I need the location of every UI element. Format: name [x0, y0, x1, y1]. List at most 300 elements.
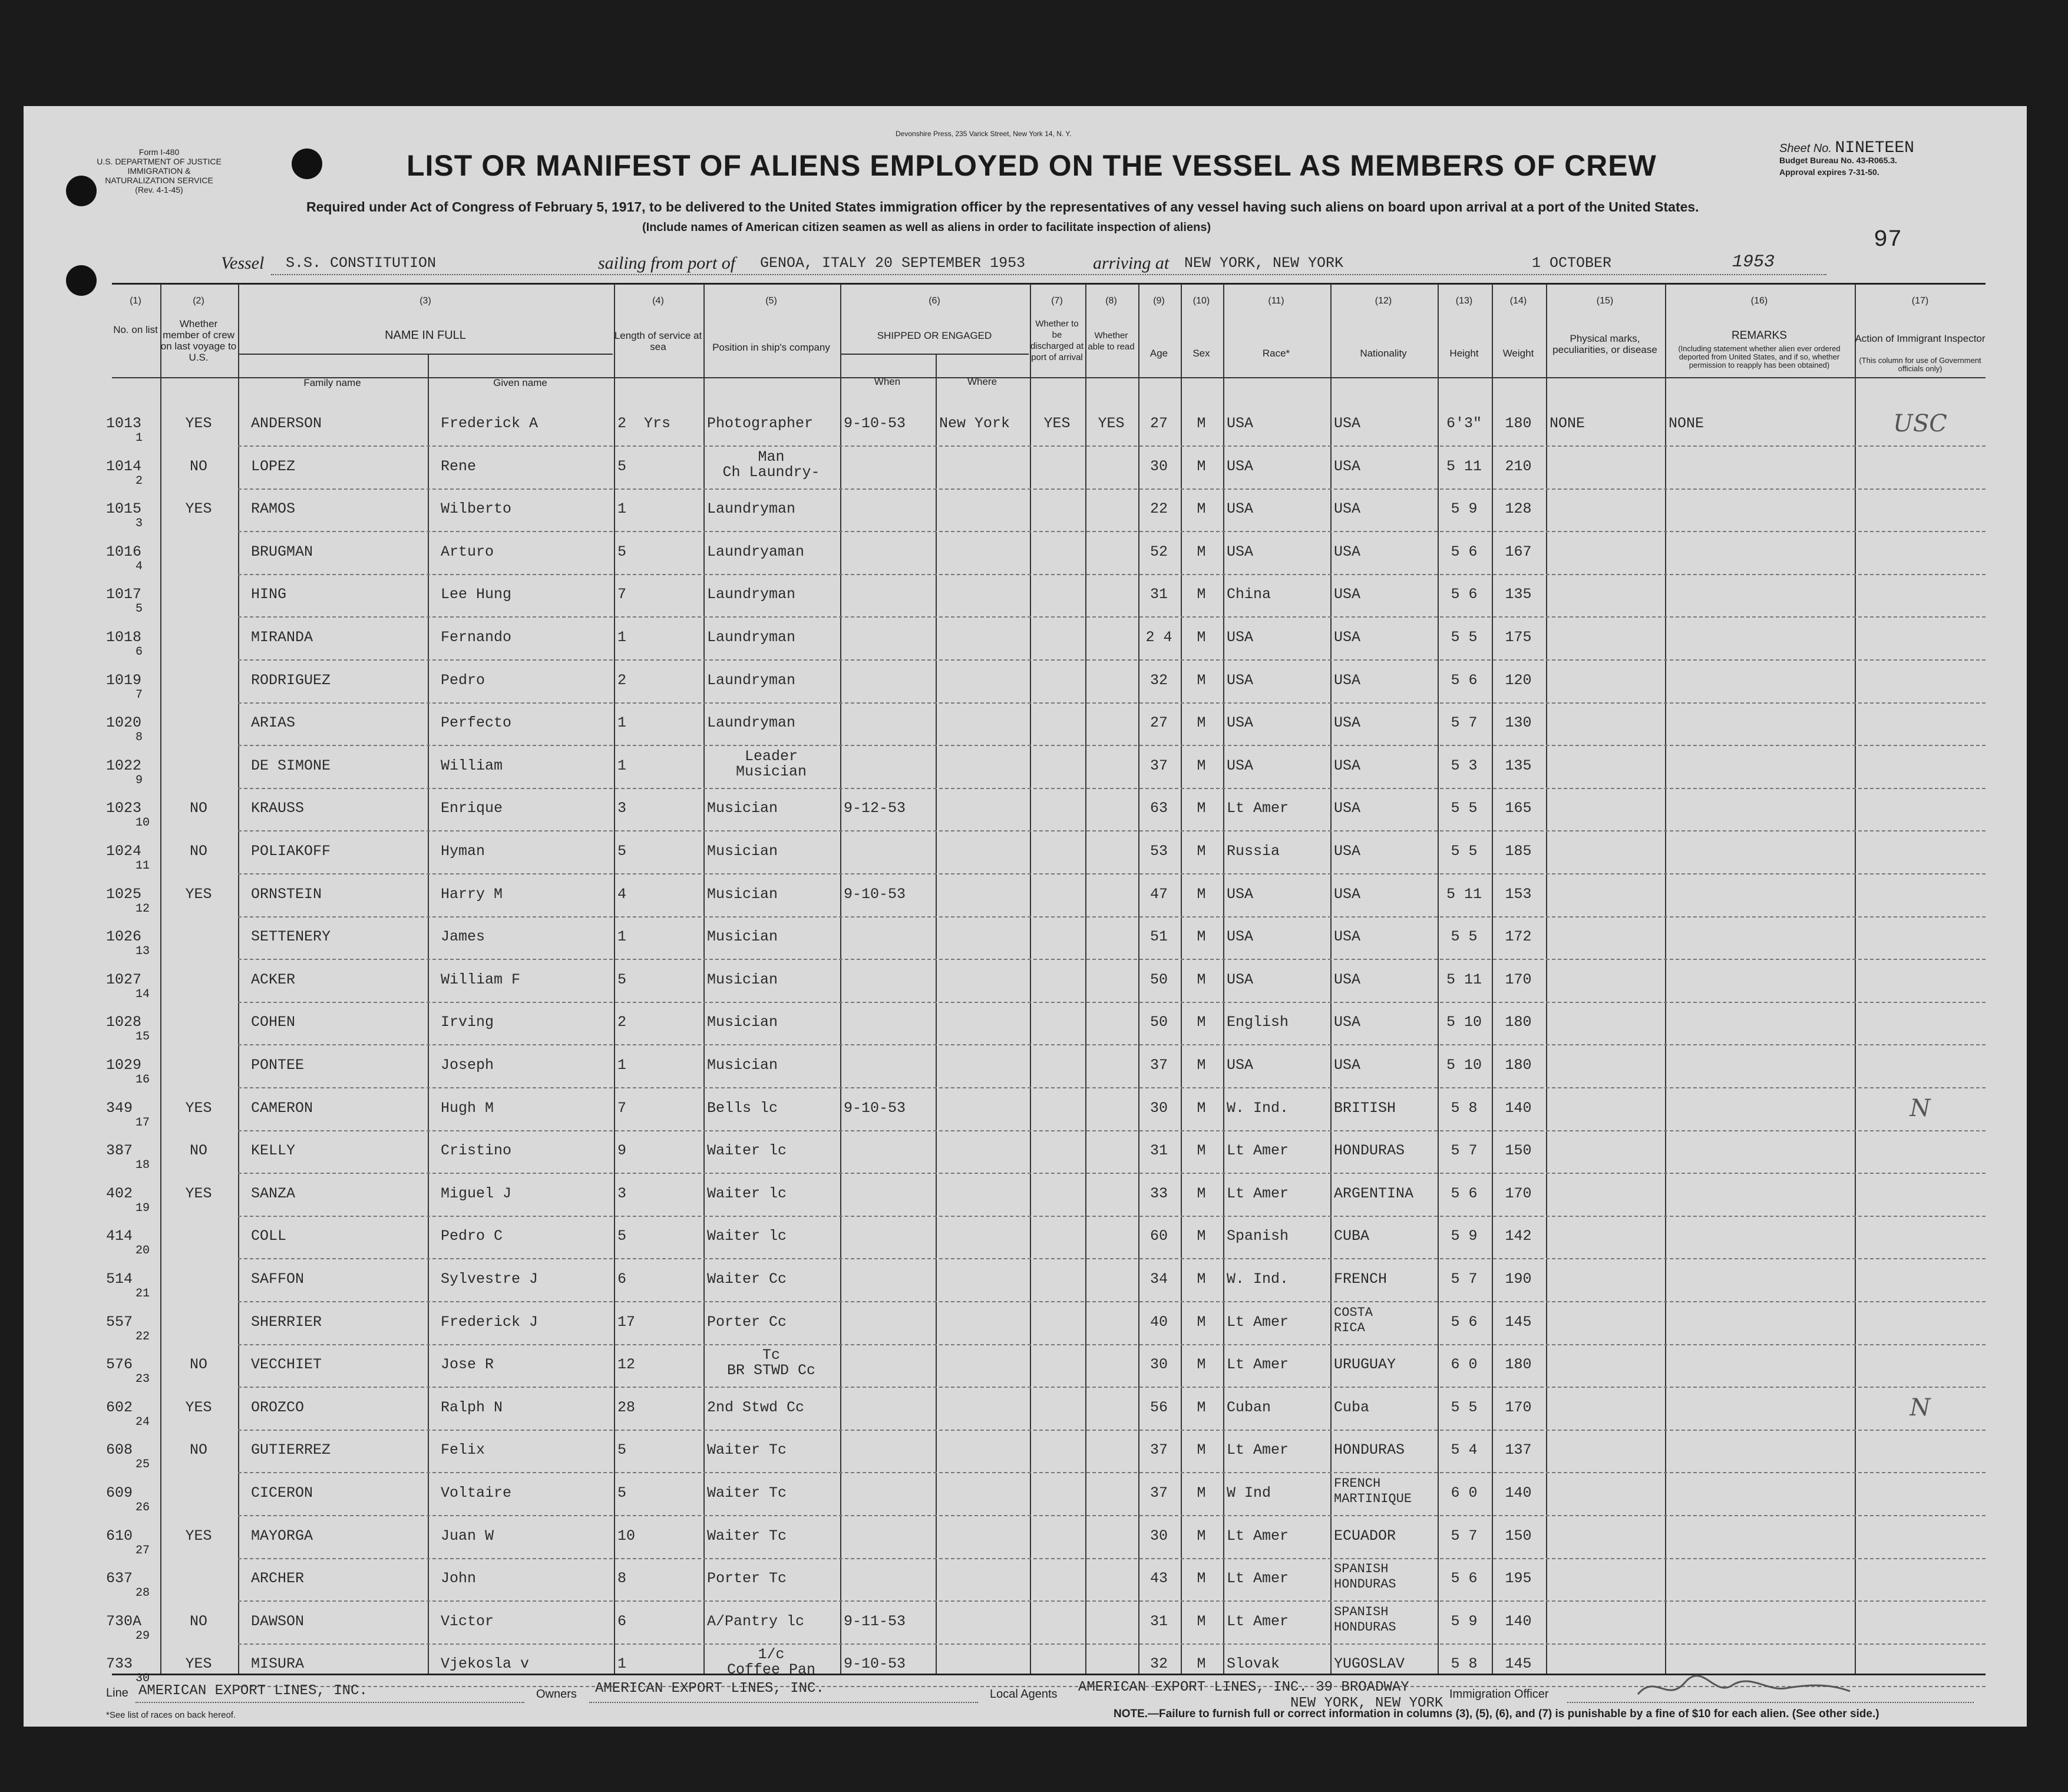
footer-races-note: *See list of races on back hereof. — [106, 1710, 236, 1720]
cell-given: Lee Hung — [441, 586, 512, 603]
cell-sex: M — [1197, 1184, 1206, 1202]
cell-age: 27 — [1149, 415, 1168, 432]
row-rule — [238, 574, 1986, 575]
cell-given: Irving — [441, 1014, 494, 1031]
cell-position: Porter Tc — [707, 1570, 787, 1588]
cell-given: Perfecto — [441, 714, 512, 732]
form-id: Form I-480 U.S. DEPARTMENT OF JUSTICE IMMIGRATION & NATURALIZATION SERVICE (Rev. 4-1-45) — [97, 147, 222, 194]
cell-height: 5 11 — [1446, 885, 1482, 903]
cell-age: 63 — [1149, 800, 1168, 817]
cell-family: MIRANDA — [251, 629, 313, 646]
row-rule — [238, 1173, 1986, 1174]
cell-family: CAMERON — [251, 1099, 313, 1117]
cell-position: Laundryaman — [707, 543, 805, 560]
cell-race: English — [1227, 1014, 1289, 1031]
cell-height: 5 5 — [1451, 629, 1478, 646]
column-number: (1) — [130, 296, 141, 306]
cell-height: 5 3 — [1451, 757, 1478, 774]
col-head-previous-voyage: Whether member of crew on last voyage to U.S. — [160, 318, 237, 363]
cell-given: John — [441, 1570, 477, 1588]
cell-sex: M — [1197, 843, 1206, 860]
cell-age: 53 — [1149, 843, 1168, 860]
row-number: 9 — [136, 773, 143, 787]
cell-list: 414 — [106, 1227, 133, 1245]
col-head-remarks: REMARKS — [1732, 329, 1787, 342]
table-row — [24, 1134, 2027, 1177]
cell-age: 32 — [1149, 671, 1168, 689]
cell-race: Lt Amer — [1227, 1612, 1289, 1630]
cell-weight: 140 — [1505, 1484, 1532, 1501]
cell-nat: FRENCH MARTINIQUE — [1334, 1476, 1412, 1506]
footer-line-label: Line — [106, 1687, 128, 1699]
row-number: 19 — [136, 1201, 150, 1215]
cell-weight: 180 — [1505, 1057, 1532, 1074]
cell-height: 5 10 — [1446, 1014, 1482, 1031]
cell-race: USA — [1227, 415, 1254, 432]
cell-age: 37 — [1149, 1057, 1168, 1074]
arrival-year: 1953 — [1732, 252, 1775, 272]
cell-weight: 145 — [1505, 1313, 1532, 1331]
cell-position: Man Ch Laundry- — [722, 448, 820, 481]
table-row — [24, 1391, 2027, 1434]
manifest-sheet — [24, 106, 2027, 1727]
cell-service: 2 Yrs — [617, 415, 671, 432]
table-row — [24, 1562, 2027, 1605]
cell-weight: 170 — [1505, 1184, 1532, 1202]
cell-height: 6'3" — [1446, 415, 1482, 432]
cell-disch: YES — [1043, 415, 1071, 432]
row-number: 14 — [136, 987, 150, 1001]
sheet-value: NINETEEN — [1835, 139, 1914, 157]
cell-height: 5 9 — [1451, 1612, 1478, 1630]
row-rule — [238, 1044, 1986, 1045]
cell-position: Laundryman — [707, 586, 796, 603]
row-number: 1 — [136, 431, 143, 445]
cell-list: 1028 — [106, 1014, 142, 1031]
cell-age: 40 — [1149, 1313, 1168, 1331]
table-row — [24, 920, 2027, 963]
footer-line-fill — [136, 1702, 524, 1703]
vessel-fill-line — [271, 274, 1826, 275]
cell-family: BRUGMAN — [251, 543, 313, 560]
cell-service: 5 — [617, 843, 627, 860]
cell-service: 5 — [617, 1484, 627, 1501]
row-rule — [238, 873, 1986, 874]
col-head-when: When — [874, 376, 901, 387]
cell-weight: 120 — [1505, 671, 1532, 689]
page-number: 97 — [1874, 227, 1902, 253]
cell-weight: 180 — [1505, 415, 1532, 432]
col-head-action-note: (This column for use of Government officials only) — [1859, 356, 1981, 373]
cell-prev: NO — [189, 843, 207, 860]
cell-sex: M — [1197, 885, 1206, 903]
cell-nat: USA — [1334, 586, 1361, 603]
cell-race: China — [1227, 586, 1271, 603]
cell-sex: M — [1197, 671, 1206, 689]
cell-given: Ralph N — [441, 1398, 503, 1416]
cell-height: 5 6 — [1451, 1570, 1478, 1588]
cell-service: 9 — [617, 1142, 627, 1160]
cell-race: Lt Amer — [1227, 1570, 1289, 1588]
cell-given: Enrique — [441, 800, 503, 817]
column-number: (5) — [765, 296, 777, 306]
cell-family: DE SIMONE — [251, 757, 331, 774]
cell-family: LOPEZ — [251, 457, 296, 475]
shipped-subrule — [840, 354, 1029, 355]
column-number: (8) — [1105, 296, 1117, 306]
col-head-sex: Sex — [1192, 348, 1210, 359]
row-number: 8 — [136, 731, 143, 745]
cell-height: 5 10 — [1446, 1057, 1482, 1074]
column-number: (13) — [1455, 296, 1473, 306]
cell-list: 1014 — [106, 457, 142, 475]
cell-age: 50 — [1149, 1014, 1168, 1031]
row-rule — [238, 830, 1986, 831]
cell-position: Musician — [707, 1057, 778, 1074]
row-rule — [238, 1301, 1986, 1302]
cell-position: 2nd Stwd Cc — [707, 1398, 805, 1416]
cell-list: 557 — [106, 1313, 133, 1331]
cell-nat: HONDURAS — [1334, 1441, 1405, 1459]
cell-height: 5 4 — [1451, 1441, 1478, 1459]
cell-list: 576 — [106, 1356, 133, 1374]
cell-list: 1017 — [106, 586, 142, 603]
cell-height: 5 5 — [1451, 928, 1478, 946]
printer-line: Devonshire Press, 235 Varick Street, New York 14, N. Y. — [896, 130, 1072, 138]
cell-sex: M — [1197, 1655, 1206, 1673]
cell-race: W Ind — [1227, 1484, 1271, 1501]
cell-list: 1025 — [106, 885, 142, 903]
row-rule — [238, 659, 1986, 661]
table-row — [24, 407, 2027, 450]
cell-given: Hugh M — [441, 1099, 494, 1117]
row-number: 28 — [136, 1586, 150, 1600]
cell-prev: YES — [185, 1655, 212, 1673]
cell-action: N — [1910, 1394, 1931, 1421]
cell-family: SANZA — [251, 1184, 296, 1202]
cell-nat: USA — [1334, 415, 1361, 432]
cell-race: USA — [1227, 885, 1254, 903]
cell-service: 4 — [617, 885, 627, 903]
cell-age: 52 — [1149, 543, 1168, 560]
cell-height: 5 8 — [1451, 1655, 1478, 1673]
row-number: 20 — [136, 1244, 150, 1258]
cell-race: Lt Amer — [1227, 1313, 1289, 1331]
table-row — [24, 1048, 2027, 1091]
cell-race: Lt Amer — [1227, 1441, 1289, 1459]
table-row — [24, 1519, 2027, 1562]
cell-family: SAFFON — [251, 1270, 305, 1288]
column-number: (4) — [652, 296, 664, 306]
cell-prev: YES — [185, 415, 212, 432]
cell-family: KRAUSS — [251, 800, 305, 817]
arrival-date: 1 OCTOBER — [1532, 255, 1612, 272]
cell-marks: NONE — [1550, 415, 1585, 432]
cell-sex: M — [1197, 1612, 1206, 1630]
cell-service: 7 — [617, 1099, 627, 1117]
cell-position: Musician — [707, 843, 778, 860]
cell-given: Voltaire — [441, 1484, 512, 1501]
cell-list: 609 — [106, 1484, 133, 1501]
cell-given: Joseph — [441, 1057, 494, 1074]
column-number: (16) — [1750, 296, 1768, 306]
cell-action: N — [1910, 1094, 1931, 1122]
cell-position: Musician — [707, 1014, 778, 1031]
cell-when: 9-10-53 — [844, 885, 906, 903]
cell-weight: 140 — [1505, 1612, 1532, 1630]
cell-prev: NO — [189, 1142, 207, 1160]
cell-nat: COSTA RICA — [1334, 1305, 1373, 1335]
cell-position: Laundryman — [707, 629, 796, 646]
cell-nat: ARGENTINA — [1334, 1184, 1414, 1202]
table-row — [24, 1262, 2027, 1305]
name-subrule — [238, 354, 613, 355]
table-row — [24, 1305, 2027, 1348]
cell-nat: USA — [1334, 671, 1361, 689]
row-number: 13 — [136, 945, 150, 959]
table-row — [24, 664, 2027, 707]
row-number: 12 — [136, 902, 150, 916]
table-row — [24, 1433, 2027, 1476]
cell-position: Musician — [707, 800, 778, 817]
cell-age: 43 — [1149, 1570, 1168, 1588]
cell-service: 1 — [617, 714, 627, 732]
cell-sex: M — [1197, 500, 1206, 518]
cell-list: 1015 — [106, 500, 142, 518]
cell-height: 5 11 — [1446, 971, 1482, 988]
col-head-height: Height — [1449, 348, 1479, 359]
cell-family: ORNSTEIN — [251, 885, 322, 903]
cell-weight: 170 — [1505, 971, 1532, 988]
cell-position: Waiter lc — [707, 1184, 787, 1202]
cell-age: 30 — [1149, 457, 1168, 475]
cell-service: 2 — [617, 1014, 627, 1031]
cell-nat: USA — [1334, 1057, 1361, 1074]
cell-age: 30 — [1149, 1527, 1168, 1545]
cell-service: 6 — [617, 1612, 627, 1630]
cell-nat: USA — [1334, 457, 1361, 475]
cell-given: Victor — [441, 1612, 494, 1630]
cell-position: Leader Musician — [735, 747, 807, 780]
cell-age: 31 — [1149, 586, 1168, 603]
footer-line-value: AMERICAN EXPORT LINES, INC. — [138, 1683, 368, 1699]
cell-race: USA — [1227, 629, 1254, 646]
footer-owners-fill — [589, 1702, 978, 1703]
table-row — [24, 621, 2027, 664]
row-number: 21 — [136, 1287, 150, 1301]
row-rule — [238, 1258, 1986, 1259]
cell-family: ARCHER — [251, 1570, 305, 1588]
cell-age: 33 — [1149, 1184, 1168, 1202]
cell-list: 1018 — [106, 629, 142, 646]
cell-service: 7 — [617, 586, 627, 603]
cell-given: Frederick A — [441, 415, 539, 432]
cell-height: 5 9 — [1451, 1227, 1478, 1245]
table-row — [24, 492, 2027, 535]
cell-position: Musician — [707, 928, 778, 946]
table-row — [24, 1177, 2027, 1220]
row-number: 5 — [136, 602, 143, 616]
cell-height: 5 7 — [1451, 714, 1478, 732]
cell-nat: USA — [1334, 500, 1361, 518]
cell-nat: FRENCH — [1334, 1270, 1388, 1288]
cell-given: Hyman — [441, 843, 485, 860]
cell-list: 1023 — [106, 800, 142, 817]
row-rule — [238, 1130, 1986, 1131]
row-number: 6 — [136, 645, 143, 659]
cell-age: 56 — [1149, 1398, 1168, 1416]
cell-given: Harry M — [441, 885, 503, 903]
cell-given: Rene — [441, 457, 477, 475]
cell-given: Miguel J — [441, 1184, 512, 1202]
cell-sex: M — [1197, 543, 1206, 560]
row-number: 16 — [136, 1073, 150, 1087]
row-number: 7 — [136, 688, 143, 702]
row-rule — [238, 788, 1986, 789]
cell-nat: CUBA — [1334, 1227, 1370, 1245]
col-head-weight: Weight — [1502, 348, 1534, 359]
row-number: 22 — [136, 1329, 150, 1344]
cell-position: Bells lc — [707, 1099, 778, 1117]
cell-weight: 150 — [1505, 1527, 1532, 1545]
cell-height: 5 6 — [1451, 1313, 1478, 1331]
cell-service: 5 — [617, 971, 627, 988]
cell-weight: 128 — [1505, 500, 1532, 518]
cell-weight: 180 — [1505, 1356, 1532, 1374]
table-row — [24, 1476, 2027, 1519]
cell-height: 5 5 — [1451, 800, 1478, 817]
cell-race: W. Ind. — [1227, 1270, 1289, 1288]
cell-service: 17 — [617, 1313, 636, 1331]
cell-sex: M — [1197, 971, 1206, 988]
row-rule — [238, 616, 1986, 618]
cell-nat: USA — [1334, 543, 1361, 560]
cell-given: Juan W — [441, 1527, 494, 1545]
cell-height: 5 6 — [1451, 586, 1478, 603]
cell-nat: USA — [1334, 843, 1361, 860]
cell-weight: 130 — [1505, 714, 1532, 732]
row-number: 10 — [136, 816, 150, 830]
col-head-where: Where — [967, 376, 997, 387]
cell-list: 1022 — [106, 757, 142, 774]
table-row — [24, 749, 2027, 792]
cell-nat: USA — [1334, 800, 1361, 817]
sailing-port: GENOA, ITALY 20 SEPTEMBER 1953 — [760, 255, 1026, 272]
column-number: (10) — [1192, 296, 1210, 306]
cell-sex: M — [1197, 1057, 1206, 1074]
cell-service: 10 — [617, 1527, 636, 1545]
cell-nat: USA — [1334, 714, 1361, 732]
cell-given: Vjekosla v — [441, 1655, 530, 1673]
cell-list: 733 — [106, 1655, 133, 1673]
cell-service: 1 — [617, 1057, 627, 1074]
cell-given: Felix — [441, 1441, 485, 1459]
row-number: 15 — [136, 1030, 150, 1044]
cell-service: 3 — [617, 800, 627, 817]
row-rule — [238, 916, 1986, 918]
cell-given: Pedro — [441, 671, 485, 689]
cell-age: 37 — [1149, 1484, 1168, 1501]
cell-remarks: NONE — [1669, 415, 1704, 432]
row-rule — [238, 1600, 1986, 1602]
table-row — [24, 1348, 2027, 1391]
cell-given: Pedro C — [441, 1227, 503, 1245]
cell-position: Waiter lc — [707, 1227, 787, 1245]
sheet-label: Sheet No. — [1779, 142, 1832, 155]
document-subnote: (Include names of American citizen seamen as well as aliens in order to facilitate inspection of aliens) — [642, 221, 1211, 234]
row-number: 30 — [136, 1672, 150, 1686]
cell-sex: M — [1197, 457, 1206, 475]
cell-service: 5 — [617, 1227, 627, 1245]
cell-prev: NO — [189, 1356, 207, 1374]
cell-race: Lt Amer — [1227, 800, 1289, 817]
column-number: (2) — [193, 296, 204, 306]
table-row — [24, 963, 2027, 1006]
vessel-name: S.S. CONSTITUTION — [286, 255, 437, 272]
col-head-nationality: Nationality — [1360, 348, 1407, 359]
column-number: (14) — [1509, 296, 1527, 306]
cell-prev: NO — [189, 1441, 207, 1459]
cell-weight: 140 — [1505, 1099, 1532, 1117]
cell-height: 5 8 — [1451, 1099, 1478, 1117]
cell-prev: YES — [185, 1184, 212, 1202]
cell-family: ARIAS — [251, 714, 296, 732]
cell-service: 3 — [617, 1184, 627, 1202]
cell-nat: HONDURAS — [1334, 1142, 1405, 1160]
cell-read: YES — [1098, 415, 1125, 432]
row-rule — [238, 1472, 1986, 1473]
row-rule — [238, 959, 1986, 960]
cell-sex: M — [1197, 1270, 1206, 1288]
cell-list: 1016 — [106, 543, 142, 560]
cell-sex: M — [1197, 629, 1206, 646]
cell-nat: USA — [1334, 885, 1361, 903]
cell-family: ANDERSON — [251, 415, 322, 432]
cell-list: 1029 — [106, 1057, 142, 1074]
cell-weight: 210 — [1505, 457, 1532, 475]
row-number: 27 — [136, 1543, 150, 1557]
cell-when: 9-12-53 — [844, 800, 906, 817]
cell-age: 34 — [1149, 1270, 1168, 1288]
vessel-label: Vessel — [221, 253, 265, 273]
cell-nat: YUGOSLAV — [1334, 1655, 1405, 1673]
cell-position: Waiter Tc — [707, 1484, 787, 1501]
cell-position: 1/c Coffee Pan — [726, 1646, 816, 1679]
punch-hole — [66, 265, 97, 296]
cell-list: 1020 — [106, 714, 142, 732]
row-rule — [238, 745, 1986, 746]
cell-list: 402 — [106, 1184, 133, 1202]
cell-race: USA — [1227, 971, 1254, 988]
cell-weight: 135 — [1505, 586, 1532, 603]
cell-weight: 145 — [1505, 1655, 1532, 1673]
cell-family: MAYORGA — [251, 1527, 313, 1545]
table-row — [24, 1605, 2027, 1648]
table-row — [24, 1091, 2027, 1134]
cell-family: DAWSON — [251, 1612, 305, 1630]
col-head-marks: Physical marks, peculiarities, or disease — [1552, 333, 1657, 355]
cell-sex: M — [1197, 1099, 1206, 1117]
column-number: (6) — [929, 296, 940, 306]
cell-race: Spanish — [1227, 1227, 1289, 1245]
footer-note: NOTE.—Failure to furnish full or correct information in columns (3), (5), (6), and (7) is punishable by a fine of $10 for each alien. (See other side.) — [1114, 1708, 1879, 1720]
col-head-shipped: SHIPPED OR ENGAGED — [877, 330, 992, 341]
cell-position: Laundryman — [707, 500, 796, 518]
cell-sex: M — [1197, 1142, 1206, 1160]
cell-height: 5 5 — [1451, 843, 1478, 860]
cell-given: Fernando — [441, 629, 512, 646]
cell-weight: 165 — [1505, 800, 1532, 817]
